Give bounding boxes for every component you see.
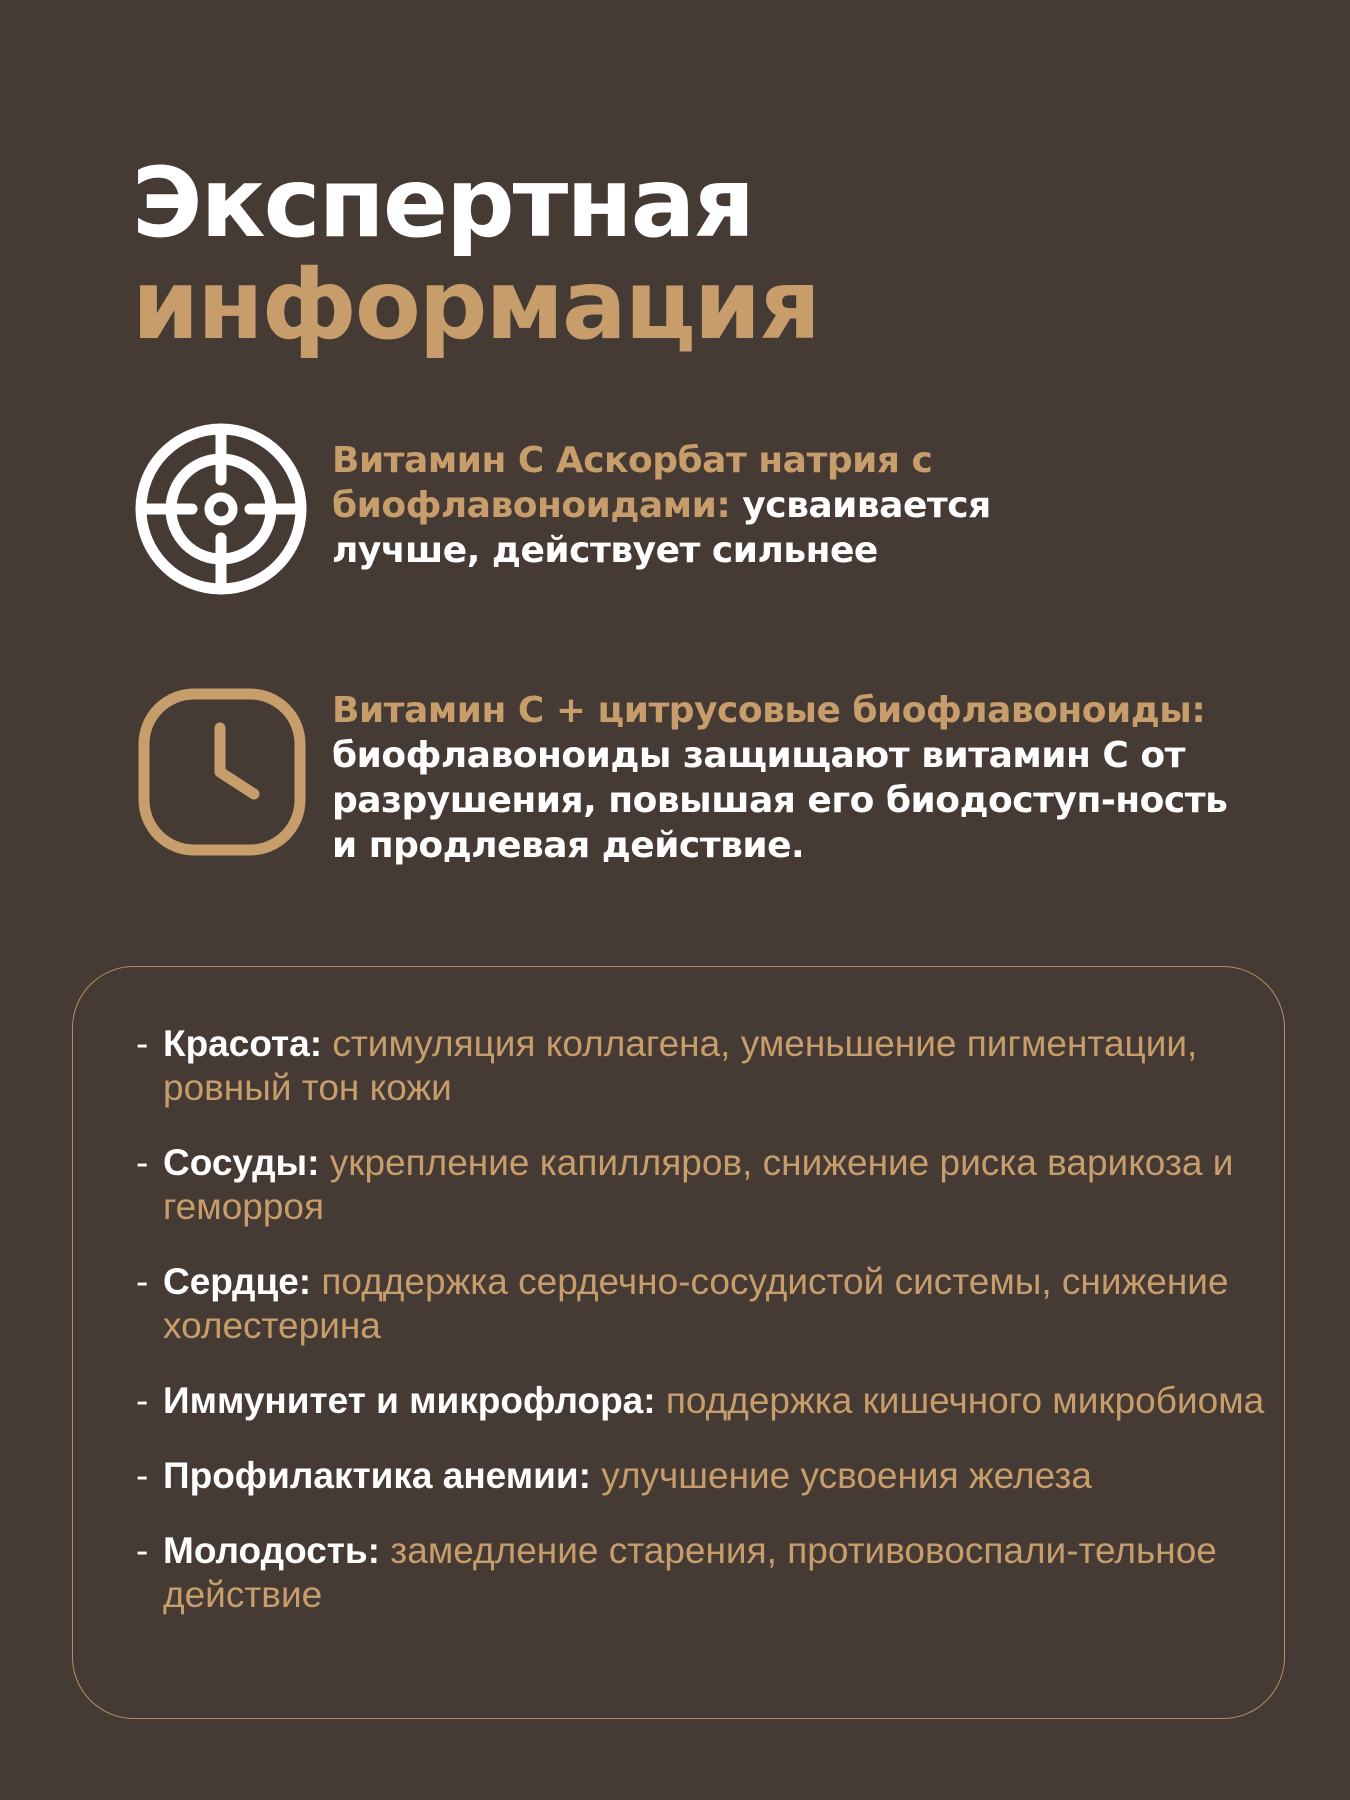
benefit-name: Иммунитет и микрофлора: [163,1380,656,1421]
benefit-name: Красота: [163,1023,323,1064]
benefit-description: укрепление капилляров, снижение риска варикоза и геморроя [163,1142,1234,1227]
page-title [132,147,819,362]
benefit-description: стимуляция коллагена, уменьшение пигментации, ровный тон кожи [163,1023,1198,1108]
benefit-name: Профилактика анемии: [163,1455,591,1496]
list-item: - Красота: стимуляция коллагена, уменьшение пигментации, ровный тон кожи [136,1023,1198,1108]
target-icon [132,420,310,598]
benefits-list [136,1022,1266,1648]
clock-icon [138,688,306,856]
feature-heading: Витамин С + цитрусовые биофлавоноиды: [332,690,1206,731]
list-item: - Молодость: замедление старения, противовоспали-тельное действие [136,1530,1217,1615]
feature-heading: Витамин С Аскорбат натрия с биофлавоноидами: [332,440,933,526]
benefit-description: поддержка сердечно-сосудистой системы, снижение холестерина [163,1261,1229,1346]
benefit-description: улучшение усвоения железа [601,1455,1092,1496]
benefit-name: Сосуды: [163,1142,320,1183]
list-item: - Профилактика анемии: улучшение усвоения железа [136,1455,1092,1496]
benefit-name: Молодость: [163,1530,380,1571]
feature-text [332,688,1252,868]
feature-description: биофлавоноиды защищают витамин С от разрушения, повышая его биодоступ-ность и продлевая действие. [332,735,1228,866]
benefit-name: Сердце: [163,1261,312,1302]
title-line-1: Экспертная [132,147,754,260]
benefit-description: замедление старения, противовоспали-тельное действие [163,1530,1217,1615]
feature-text [332,438,1092,573]
benefit-description: поддержка кишечного микробиома [665,1380,1265,1421]
title-line-2: информация [132,249,819,362]
feature-description: усваивается лучше, действует сильнее [332,485,991,571]
list-item: - Иммунитет и микрофлора: поддержка кишечного микробиома [136,1380,1265,1421]
list-item: - Сердце: поддержка сердечно-сосудистой системы, снижение холестерина [136,1261,1229,1346]
list-item: - Сосуды: укрепление капилляров, снижение риска варикоза и геморроя [136,1142,1234,1227]
